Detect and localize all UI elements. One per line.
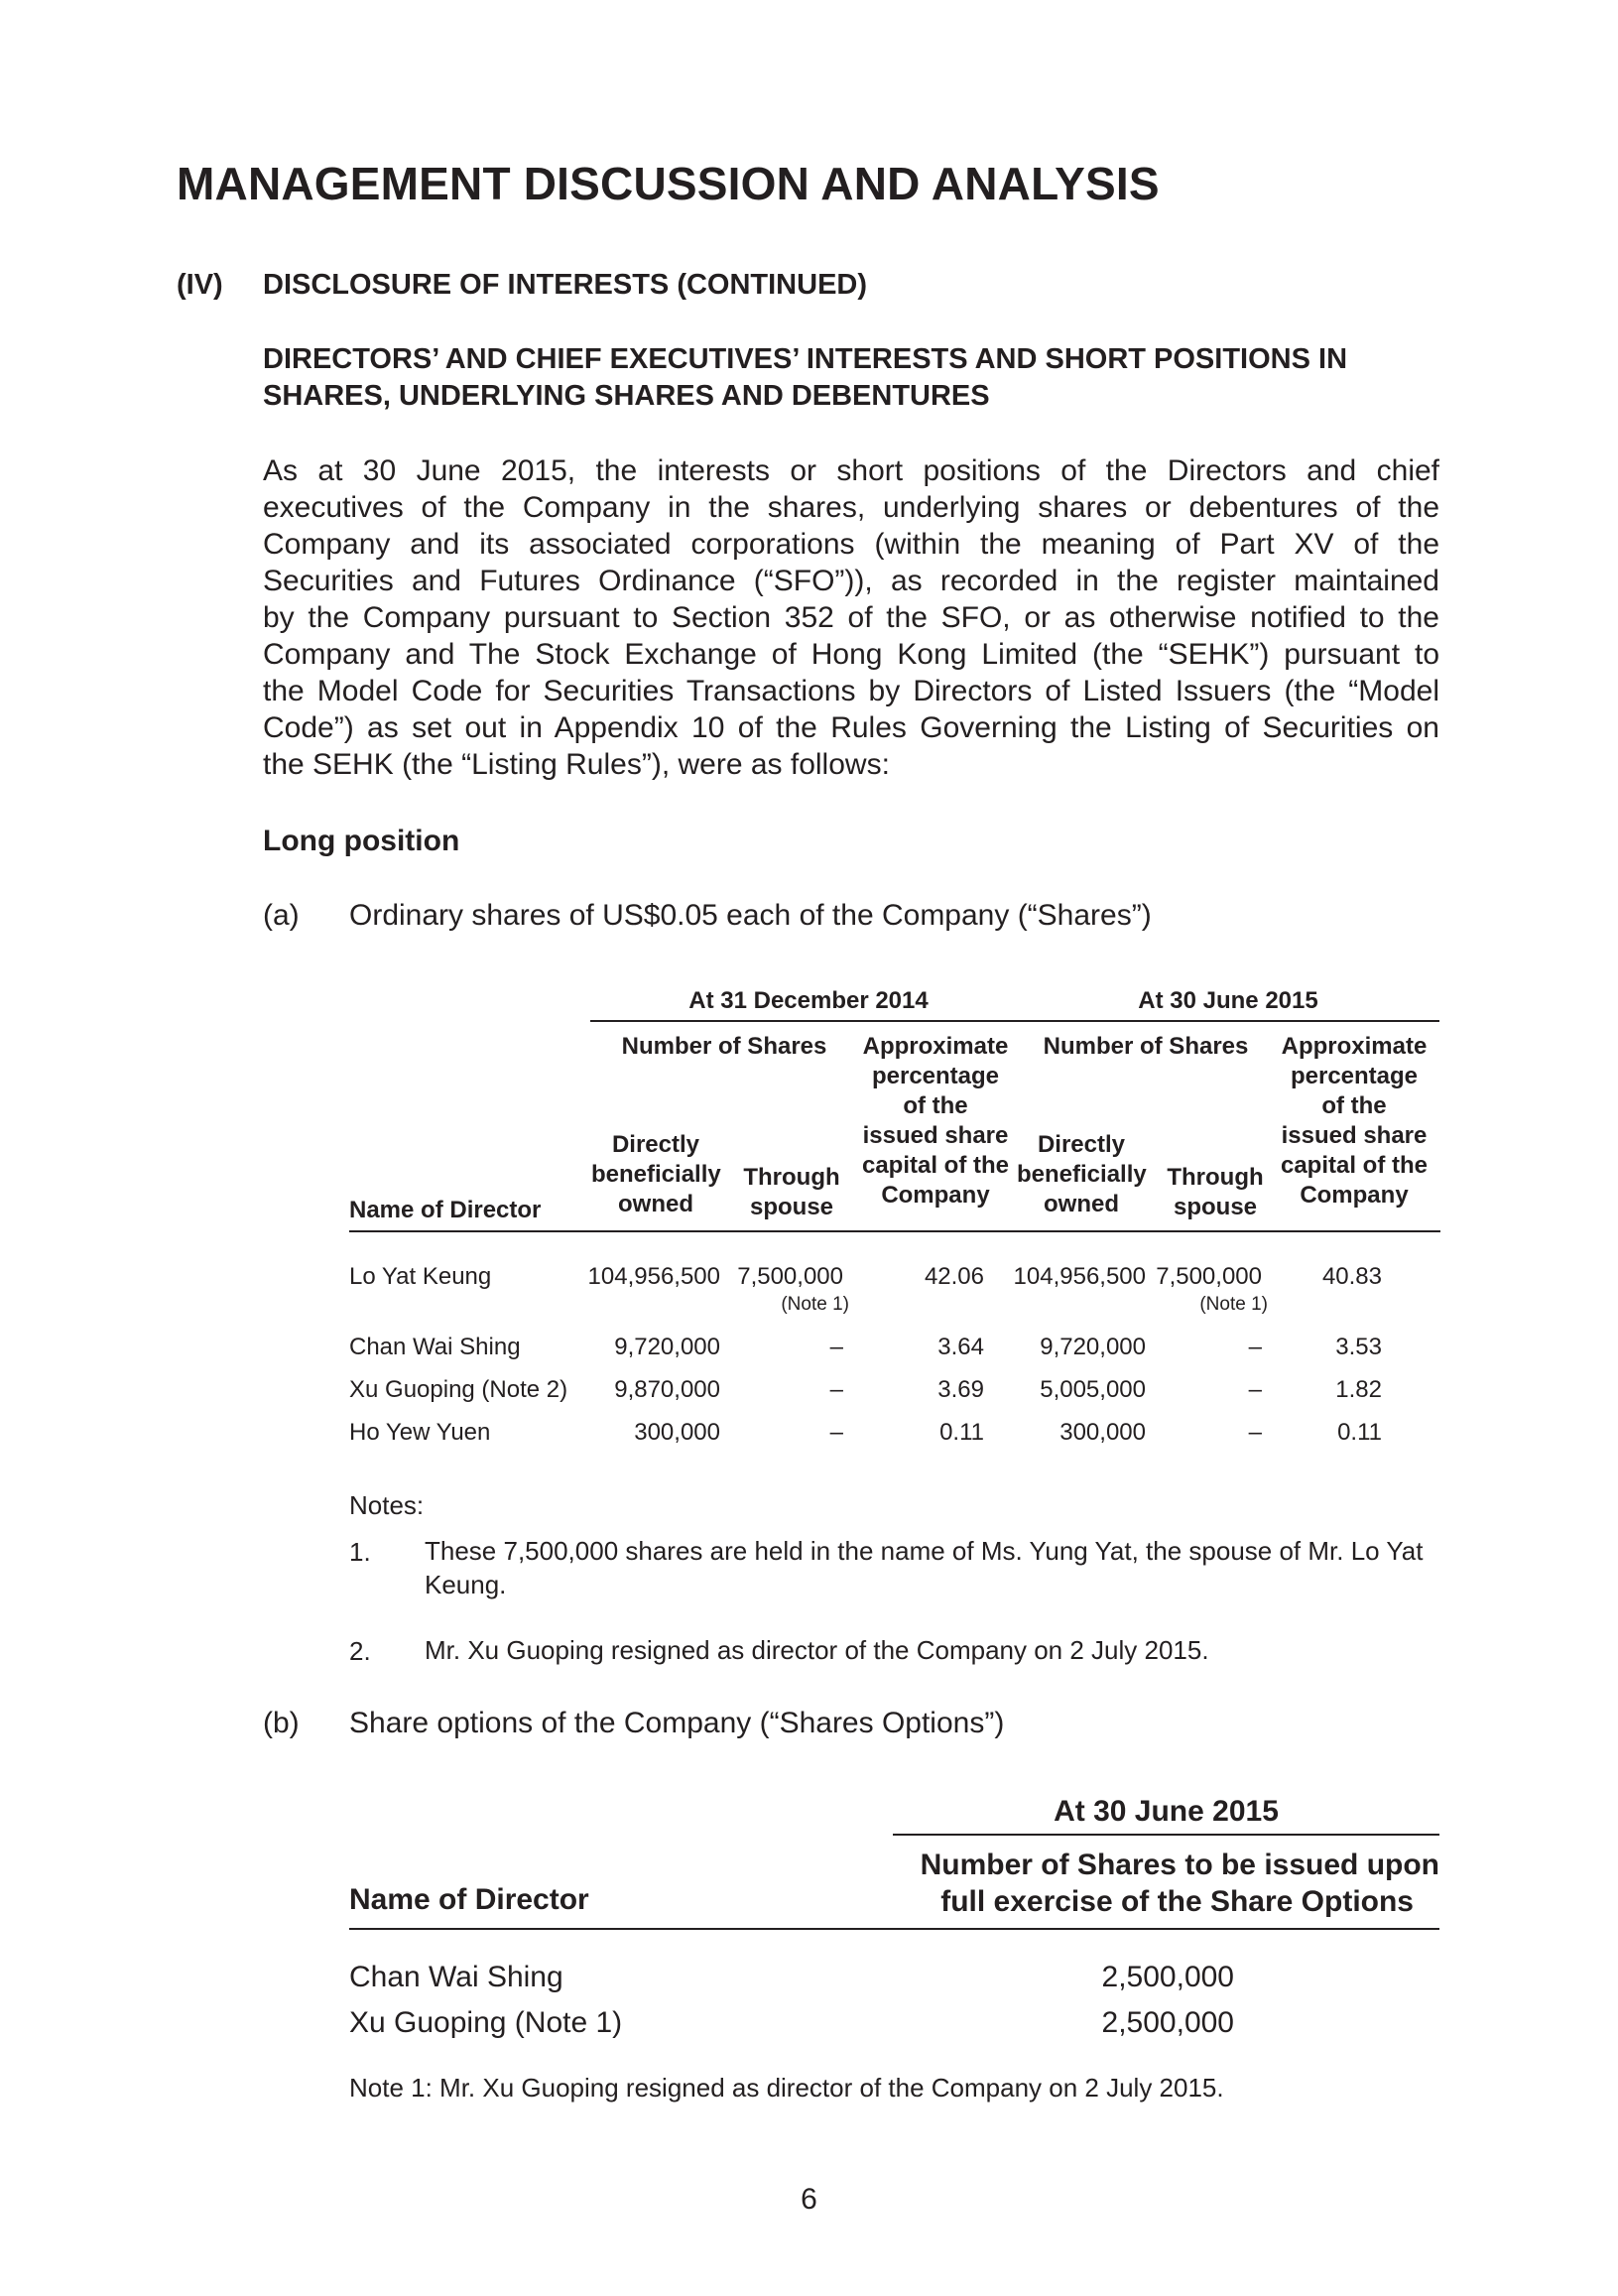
header-line: Company [881, 1182, 990, 1209]
row-direct-2015: 5,005,000 [1040, 1376, 1146, 1403]
row-spouse-2014: 7,500,000 [737, 1263, 843, 1290]
paragraph-line: Company and The Stock Exchange of Hong Kong Limited (the “SEHK”) pursuant to [263, 638, 1439, 671]
group-rule-2014 [590, 1020, 1027, 1022]
header-line: spouse [1173, 1194, 1258, 1220]
row-spouse-2015: – [1248, 1419, 1262, 1446]
row-direct-2014: 9,870,000 [614, 1376, 720, 1403]
approx-pct-header-2014 [851, 1032, 1020, 1211]
header-line: full exercise of the Share Options [940, 1885, 1414, 1918]
paragraph-line: the SEHK (the “Listing Rules”), were as follows: [263, 748, 890, 781]
through-header-2014 [742, 1163, 841, 1222]
intro-paragraph [263, 452, 1439, 783]
header-line: capital of the [861, 1152, 1010, 1179]
row-spouse-2014: – [829, 1419, 843, 1446]
row-pct-2015: 40.83 [1321, 1263, 1382, 1290]
header-line: owned [618, 1191, 693, 1217]
item-b-letter: (b) [263, 1707, 300, 1739]
row-pct-2014: 0.11 [939, 1419, 984, 1446]
group-rule-2015 [1019, 1020, 1439, 1022]
header-rule [349, 1230, 1440, 1232]
options-row-name: Xu Guoping (Note 1) [349, 2006, 623, 2039]
paragraph-line: Securities and Futures Ordinance (“SFO”)), as recorded in the register maintained [263, 565, 1439, 597]
row-pct-2015: 1.82 [1335, 1376, 1382, 1403]
long-position-heading: Long position [263, 825, 460, 857]
paragraph-line: the Model Code for Securities Transactions by Directors of Listed Issuers (the “Model [263, 675, 1439, 707]
item-b-text: Share options of the Company (“Shares Options”) [349, 1707, 1005, 1739]
header-line: percentage [1290, 1063, 1419, 1089]
header-line: issued share [1281, 1122, 1428, 1149]
page-number: 6 [801, 2183, 817, 2216]
header-line: Approximate [862, 1033, 1009, 1060]
paragraph-line: executives of the Company in the shares, underlying shares or debentures of the [263, 491, 1439, 524]
paragraph-line: As at 30 June 2015, the interests or short positions of the Directors and chief [263, 454, 1439, 487]
options-row-value: 2,500,000 [1101, 2006, 1234, 2039]
row-pct-2014: 42.06 [924, 1263, 984, 1290]
header-line: Company [1300, 1182, 1409, 1209]
header-line: Directly [1037, 1131, 1126, 1158]
row-direct-2015: 104,956,500 [1013, 1263, 1146, 1290]
group-header-2015: At 30 June 2015 [1138, 987, 1318, 1014]
row-pct-2014: 3.69 [937, 1376, 984, 1403]
paragraph-line: Code”) as set out in Appendix 10 of the Rules Governing the Listing of Securities on [263, 711, 1439, 744]
header-line: spouse [749, 1194, 834, 1220]
directly-header-2014 [591, 1130, 720, 1219]
options-group-rule [893, 1834, 1439, 1836]
row-spouse-note-2014: (Note 1) [781, 1294, 849, 1315]
options-column-header [893, 1847, 1439, 1920]
row-name: Ho Yew Yuen [349, 1419, 491, 1446]
row-spouse-2015: 7,500,000 [1156, 1263, 1262, 1290]
options-row-value: 2,500,000 [1101, 1961, 1234, 1993]
note-number: 2. [349, 1636, 371, 1666]
paragraph-line: by the Company pursuant to Section 352 of the SFO, or as otherwise notified to the [263, 601, 1439, 634]
row-spouse-note-2015: (Note 1) [1199, 1294, 1268, 1315]
header-line: Directly [611, 1131, 700, 1158]
row-spouse-2014: – [829, 1376, 843, 1403]
note-text: These 7,500,000 shares are held in the name of Ms. Yung Yat, the spouse of Mr. Lo Yat Keung. [425, 1536, 1424, 1599]
row-pct-2014: 3.64 [937, 1334, 984, 1360]
options-group-header: At 30 June 2015 [1054, 1795, 1279, 1828]
header-line: Through [1167, 1164, 1264, 1191]
section-number: (IV) [177, 269, 223, 301]
item-a-text: Ordinary shares of US$0.05 each of the Company (“Shares”) [349, 899, 1152, 932]
row-name: Chan Wai Shing [349, 1334, 521, 1360]
options-footnote: Note 1: Mr. Xu Guoping resigned as director of the Company on 2 July 2015. [349, 2073, 1224, 2103]
header-line: of the [1321, 1092, 1387, 1119]
number-of-shares-2015: Number of Shares [1043, 1033, 1249, 1060]
page-title: MANAGEMENT DISCUSSION AND ANALYSIS [177, 158, 1160, 209]
row-direct-2014: 300,000 [634, 1419, 720, 1446]
row-name: Lo Yat Keung [349, 1263, 492, 1290]
item-a-letter: (a) [263, 899, 300, 932]
row-name: Xu Guoping (Note 2) [349, 1376, 568, 1403]
header-line: beneficially [1017, 1161, 1147, 1188]
notes-label: Notes: [349, 1490, 425, 1520]
header-line: issued share [862, 1122, 1009, 1149]
header-line: Approximate [1281, 1033, 1428, 1060]
row-direct-2015: 9,720,000 [1040, 1334, 1146, 1360]
options-name-header: Name of Director [349, 1883, 589, 1916]
name-of-director-header: Name of Director [349, 1197, 542, 1223]
number-of-shares-2014: Number of Shares [621, 1033, 827, 1060]
header-line: Through [743, 1164, 840, 1191]
header-line: capital of the [1280, 1152, 1429, 1179]
options-header-rule [349, 1928, 1439, 1930]
header-line: owned [1044, 1191, 1119, 1217]
row-direct-2014: 104,956,500 [587, 1263, 720, 1290]
subheading-line: SHARES, UNDERLYING SHARES AND DEBENTURES [263, 380, 990, 412]
header-line: of the [903, 1092, 968, 1119]
subheading [263, 341, 1439, 415]
row-direct-2014: 9,720,000 [614, 1334, 720, 1360]
row-pct-2015: 3.53 [1335, 1334, 1382, 1360]
subheading-line: DIRECTORS’ AND CHIEF EXECUTIVES’ INTERESTS AND SHORT POSITIONS IN [263, 343, 1348, 375]
through-header-2015 [1166, 1163, 1265, 1222]
approx-pct-header-2015 [1270, 1032, 1438, 1211]
row-spouse-2015: – [1248, 1334, 1262, 1360]
row-spouse-2015: – [1248, 1376, 1262, 1403]
header-line: beneficially [591, 1161, 721, 1188]
group-header-2014: At 31 December 2014 [688, 987, 929, 1014]
options-row-name: Chan Wai Shing [349, 1961, 563, 1993]
header-line: Number of Shares to be issued upon [920, 1849, 1439, 1881]
paragraph-line: Company and its associated corporations (within the meaning of Part XV of the [263, 528, 1439, 561]
row-direct-2015: 300,000 [1059, 1419, 1146, 1446]
section-title: DISCLOSURE OF INTERESTS (CONTINUED) [263, 269, 868, 301]
header-line: percentage [871, 1063, 1000, 1089]
row-spouse-2014: – [829, 1334, 843, 1360]
note-number: 1. [349, 1537, 371, 1567]
row-pct-2015: 0.11 [1337, 1419, 1382, 1446]
directly-header-2015 [1017, 1130, 1146, 1219]
note-text: Mr. Xu Guoping resigned as director of the Company on 2 July 2015. [425, 1635, 1209, 1665]
